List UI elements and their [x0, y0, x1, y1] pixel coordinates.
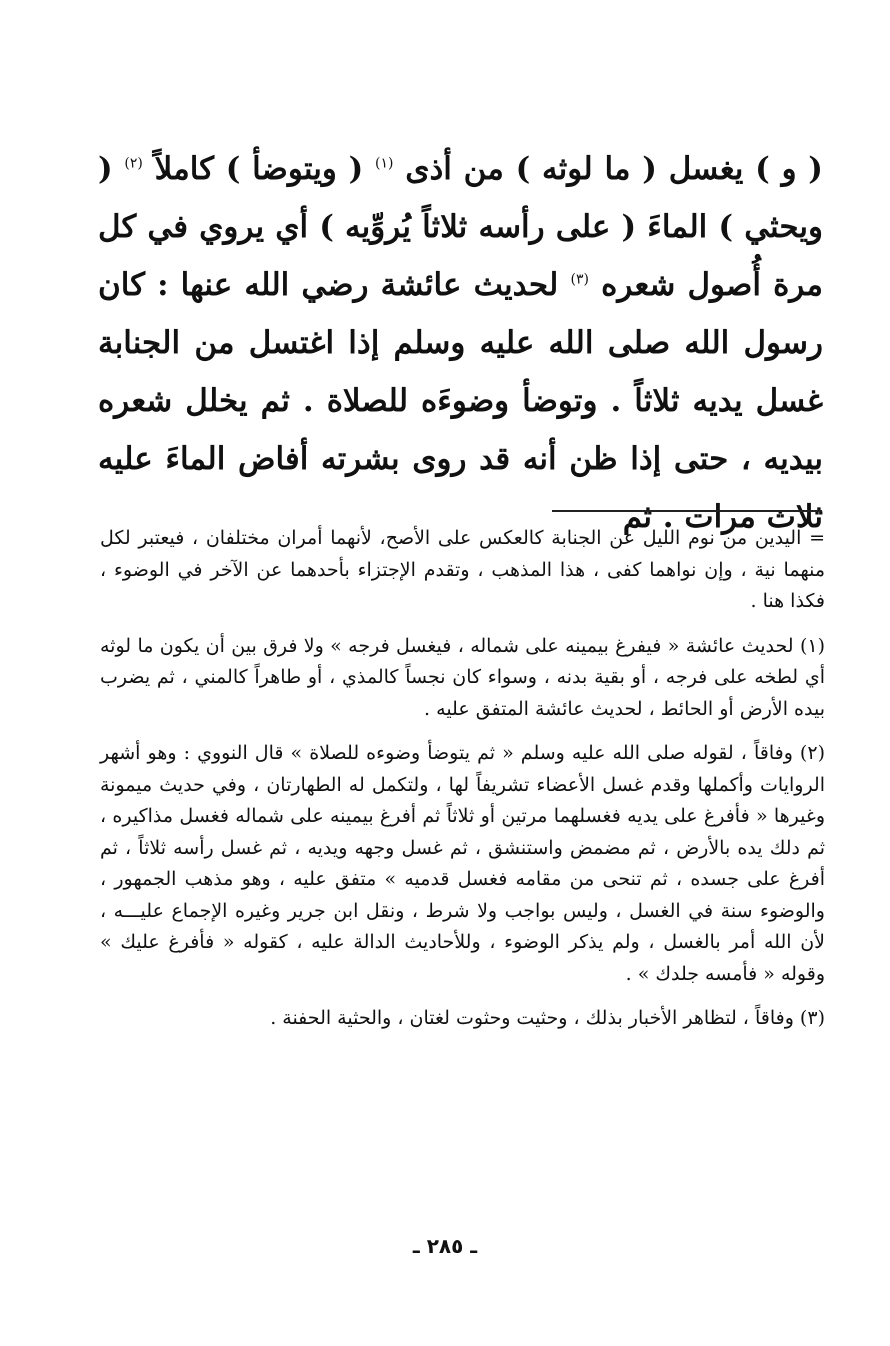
- footnote-1: (١) لحديث عائشة « فيفرغ بيمينه على شماله ، فيغسل فرجه » ولا فرق بين أن يكون ما لوثه أي لطخه على فرجه ، أو بقية بدنه ، وسواء كان نجساً كالمذي ، أو طاهراً كالمني ، ثم يضرب بيده الأرض أو الحائط ، لحديث عائشة المتفق عليه .: [100, 634, 825, 720]
- main-text: [98, 140, 823, 546]
- main-text-segment: لحديث عائشة رضي الله عنها : كان رسول الله صلى الله عليه وسلم إذا اغتسل من الجنابة غسل يديه ثلاثاً . وتوضأ وضوءَه للصلاة . ثم يخلل شعره بيديه ، حتى إذا ظن أنه قد روى بشرته أفاض الماءَ عليه ثلاث مرات . ثم: [98, 267, 823, 535]
- main-text-segment: ( ويحثي ) الماءَ ( على رأسه ثلاثاً يُروِّيه ) أي يروي في كل مرة أُصول شعره: [98, 151, 824, 303]
- main-text-segment: ( و ) يغسل ( ما لوثه ) من أذى: [405, 151, 823, 187]
- footnote-3: (٣) وفاقاً ، لتظاهر الأخبار بذلك ، وحثيت وحثوت لغتان ، والحثية الحفنة .: [270, 1007, 825, 1029]
- main-paragraph: [98, 140, 823, 546]
- footnote-ref: (٢): [124, 155, 143, 172]
- footnote-separator: [552, 510, 822, 512]
- page-number: ـ ٢٨٥ ـ: [412, 1234, 478, 1258]
- footnotes: [100, 523, 825, 1048]
- footnote-2: (٢) وفاقاً ، لقوله صلى الله عليه وسلم « ثم يتوضأ وضوءه للصلاة » قال النووي : وهو أشهر الروايات وأكملها وقدم غسل الأعضاء تشريفاً لها ، ولتكمل له الطهارتان ، وفي حديث ميمونة وغيرها « فأفرغ على يديه فغسلهما مرتين أو ثلاثاً ثم أفرغ بيمينه على شماله فغسل مذاكيره ، ثم دلك يده بالأرض ، ثم مضمض واستنشق ، ثم غسل وجهه ويديه ، ثم غسل رأسه ثلاثاً ، ثم أفرغ على جسده ، ثم تنحى من مقامه فغسل قدميه » متفق عليه ، وهو مذهب الجمهور ، والوضوء سنة في الغسل ، وليس بواجب ولا شرط ، ونقل ابن جرير وغيره الإجماع عليـــه ، لأن الله أمر بالغسل ، ولم يذكر الوضوء ، وللأحاديث الدالة عليه ، كقوله « فأفرغ عليك » وقوله « فأمسه جلدك » .: [100, 742, 825, 985]
- main-text-segment: ( ويتوضأ ) كاملاً: [154, 151, 364, 187]
- footnote-ref: (١): [375, 155, 394, 172]
- footnote-continuation: = اليدين من نوم الليل عن الجنابة كالعكس على الأصح، لأنهما أمران مختلفان ، فيعتبر لكل منهما نية ، وإن نواهما كفى ، هذا المذهب ، وتقدم الإجتزاء بأحدهما عن الآخر في الوضوء ، فكذا هنا .: [100, 527, 825, 612]
- footnote-ref: (٣): [570, 271, 589, 288]
